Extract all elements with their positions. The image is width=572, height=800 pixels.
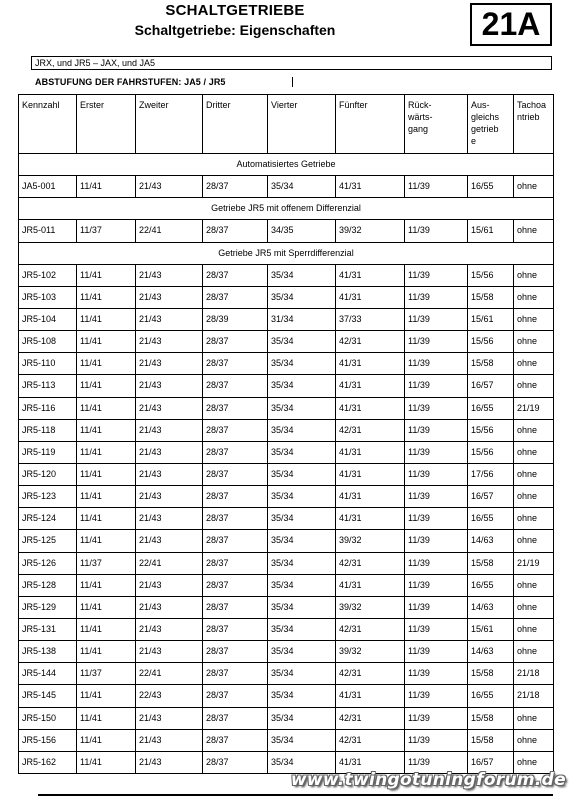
- table-cell: 37/33: [336, 308, 405, 330]
- table-row: [19, 353, 554, 375]
- table-row: [19, 264, 554, 286]
- table-cell: ohne: [514, 264, 554, 286]
- table-cell: 21/43: [136, 729, 203, 751]
- table-cell: JA5-001: [19, 176, 77, 198]
- table-cell: ohne: [514, 641, 554, 663]
- table-cell: JR5-162: [19, 751, 77, 773]
- table-cell: ohne: [514, 176, 554, 198]
- table-cell: 16/55: [468, 574, 514, 596]
- table-cell: JR5-116: [19, 397, 77, 419]
- table-cell: 11/39: [405, 574, 468, 596]
- table-cell: 11/41: [77, 286, 136, 308]
- column-header: Rück- wärts- gang: [405, 95, 468, 154]
- gear-ratio-table: [18, 94, 554, 774]
- table-cell: 28/37: [203, 729, 268, 751]
- table-cell: 11/39: [405, 353, 468, 375]
- table-row: [19, 707, 554, 729]
- table-cell: 41/31: [336, 751, 405, 773]
- table-cell: JR5-118: [19, 419, 77, 441]
- table-cell: 35/34: [268, 663, 336, 685]
- table-cell: 15/58: [468, 707, 514, 729]
- table-cell: 35/34: [268, 574, 336, 596]
- table-cell: 28/37: [203, 220, 268, 242]
- table-cell: 39/32: [336, 220, 405, 242]
- section-heading: ABSTUFUNG DER FAHRSTUFEN: JA5 / JR5: [35, 77, 226, 87]
- table-cell: 42/31: [336, 419, 405, 441]
- table-cell: 21/18: [514, 663, 554, 685]
- table-cell: JR5-123: [19, 486, 77, 508]
- table-cell: JR5-129: [19, 596, 77, 618]
- table-cell: ohne: [514, 463, 554, 485]
- table-cell: 11/39: [405, 419, 468, 441]
- table-cell: 22/41: [136, 552, 203, 574]
- table-cell: ohne: [514, 220, 554, 242]
- table-cell: 28/37: [203, 419, 268, 441]
- table-cell: JR5-138: [19, 641, 77, 663]
- table-cell: 21/43: [136, 397, 203, 419]
- table-cell: 41/31: [336, 463, 405, 485]
- table-cell: 11/39: [405, 176, 468, 198]
- table-cell: 35/34: [268, 397, 336, 419]
- table-cell: 28/37: [203, 641, 268, 663]
- table-cell: 11/41: [77, 353, 136, 375]
- table-cell: 39/32: [336, 641, 405, 663]
- table-cell: 14/63: [468, 530, 514, 552]
- table-cell: 41/31: [336, 353, 405, 375]
- table-cell: 21/43: [136, 176, 203, 198]
- table-cell: 11/39: [405, 618, 468, 640]
- column-header: Vierter: [268, 95, 336, 154]
- table-row: [19, 663, 554, 685]
- table-cell: 16/55: [468, 397, 514, 419]
- table-row: [19, 308, 554, 330]
- table-cell: 35/34: [268, 685, 336, 707]
- table-cell: ohne: [514, 751, 554, 773]
- group-label: Getriebe JR5 mit offenem Differenzial: [19, 198, 554, 220]
- table-cell: 11/39: [405, 663, 468, 685]
- table-cell: 22/41: [136, 663, 203, 685]
- table-cell: 11/41: [77, 618, 136, 640]
- column-header: Zweiter: [136, 95, 203, 154]
- table-row: [19, 574, 554, 596]
- table-cell: 15/56: [468, 264, 514, 286]
- table-cell: 22/41: [136, 220, 203, 242]
- table-cell: 11/39: [405, 331, 468, 353]
- table-row: [19, 530, 554, 552]
- table-cell: 11/41: [77, 486, 136, 508]
- table-row: [19, 486, 554, 508]
- table-cell: JR5-110: [19, 353, 77, 375]
- table-cell: 42/31: [336, 552, 405, 574]
- table-cell: 39/32: [336, 530, 405, 552]
- table-cell: ohne: [514, 441, 554, 463]
- column-header: Kennzahl: [19, 95, 77, 154]
- table-cell: ohne: [514, 596, 554, 618]
- table-cell: 39/32: [336, 596, 405, 618]
- table-cell: JR5-124: [19, 508, 77, 530]
- table-cell: 21/43: [136, 508, 203, 530]
- table-cell: 28/39: [203, 308, 268, 330]
- table-cell: 15/61: [468, 308, 514, 330]
- table-cell: 11/39: [405, 441, 468, 463]
- table-cell: 14/63: [468, 641, 514, 663]
- table-cell: 11/37: [77, 663, 136, 685]
- table-cell: 34/35: [268, 220, 336, 242]
- table-cell: JR5-113: [19, 375, 77, 397]
- table-cell: 21/43: [136, 618, 203, 640]
- table-cell: 11/41: [77, 463, 136, 485]
- text-cursor-mark: [292, 77, 293, 87]
- table-cell: 21/43: [136, 308, 203, 330]
- table-cell: 11/41: [77, 596, 136, 618]
- table-cell: 28/37: [203, 552, 268, 574]
- table-cell: 42/31: [336, 663, 405, 685]
- table-cell: JR5-126: [19, 552, 77, 574]
- applicability-box: JRX, und JR5 – JAX, und JA5: [31, 56, 552, 70]
- table-header-row: [19, 95, 554, 154]
- table-cell: 15/56: [468, 441, 514, 463]
- table-cell: ohne: [514, 707, 554, 729]
- table-cell: 41/31: [336, 176, 405, 198]
- column-header: Tachoa ntrieb: [514, 95, 554, 154]
- section-number-badge: 21A: [470, 3, 552, 46]
- table-cell: 41/31: [336, 441, 405, 463]
- table-cell: 21/43: [136, 286, 203, 308]
- table-cell: 21/43: [136, 751, 203, 773]
- table-cell: 11/39: [405, 552, 468, 574]
- table-cell: 41/31: [336, 397, 405, 419]
- table-cell: 21/43: [136, 641, 203, 663]
- table-cell: 35/34: [268, 641, 336, 663]
- table-cell: 16/55: [468, 176, 514, 198]
- table-cell: JR5-119: [19, 441, 77, 463]
- table-row: [19, 729, 554, 751]
- column-header: Aus- gleichs getrieb e: [468, 95, 514, 154]
- page-title: SCHALTGETRIEBE: [165, 2, 305, 19]
- table-cell: 31/34: [268, 308, 336, 330]
- table-cell: 11/39: [405, 530, 468, 552]
- table-cell: 35/34: [268, 286, 336, 308]
- table-cell: 22/43: [136, 685, 203, 707]
- table-cell: 21/43: [136, 707, 203, 729]
- table-cell: 28/37: [203, 463, 268, 485]
- table-cell: 28/37: [203, 286, 268, 308]
- table-cell: 15/58: [468, 663, 514, 685]
- table-cell: 11/41: [77, 508, 136, 530]
- table-cell: 35/34: [268, 729, 336, 751]
- table-cell: ohne: [514, 530, 554, 552]
- table-cell: JR5-108: [19, 331, 77, 353]
- table-cell: ohne: [514, 331, 554, 353]
- table-cell: 11/41: [77, 331, 136, 353]
- column-header: Erster: [77, 95, 136, 154]
- table-cell: 35/34: [268, 707, 336, 729]
- table-cell: 28/37: [203, 486, 268, 508]
- table-cell: 15/61: [468, 220, 514, 242]
- table-cell: 11/39: [405, 596, 468, 618]
- table-cell: 15/56: [468, 419, 514, 441]
- table-cell: ohne: [514, 618, 554, 640]
- table-cell: 28/37: [203, 530, 268, 552]
- table-cell: JR5-104: [19, 308, 77, 330]
- group-label: Automatisiertes Getriebe: [19, 154, 554, 176]
- watermark: www.twingotuningforum.de: [290, 770, 566, 790]
- table-cell: 28/37: [203, 574, 268, 596]
- table-cell: 11/39: [405, 641, 468, 663]
- table-cell: ohne: [514, 419, 554, 441]
- table-cell: 28/37: [203, 375, 268, 397]
- table-cell: JR5-156: [19, 729, 77, 751]
- table-cell: 35/34: [268, 463, 336, 485]
- table-cell: 11/41: [77, 530, 136, 552]
- table-cell: 11/39: [405, 264, 468, 286]
- table-cell: 11/41: [77, 375, 136, 397]
- table-cell: 11/39: [405, 220, 468, 242]
- table-cell: ohne: [514, 729, 554, 751]
- table-cell: 15/58: [468, 353, 514, 375]
- table-row: [19, 552, 554, 574]
- table-row: [19, 508, 554, 530]
- table-cell: JR5-011: [19, 220, 77, 242]
- table-cell: JR5-131: [19, 618, 77, 640]
- table-cell: 35/34: [268, 596, 336, 618]
- table-cell: 11/39: [405, 397, 468, 419]
- table-row: [19, 641, 554, 663]
- table-cell: 28/37: [203, 331, 268, 353]
- table-cell: 11/37: [77, 220, 136, 242]
- table-cell: 41/31: [336, 574, 405, 596]
- table-cell: JR5-145: [19, 685, 77, 707]
- table-cell: 42/31: [336, 707, 405, 729]
- table-cell: 11/39: [405, 751, 468, 773]
- table-row: [19, 397, 554, 419]
- table-cell: 11/41: [77, 707, 136, 729]
- table-cell: 11/41: [77, 308, 136, 330]
- table-cell: ohne: [514, 353, 554, 375]
- table-cell: 41/31: [336, 375, 405, 397]
- table-cell: JR5-103: [19, 286, 77, 308]
- table-cell: 35/34: [268, 618, 336, 640]
- table-cell: 41/31: [336, 486, 405, 508]
- table-cell: 41/31: [336, 685, 405, 707]
- table-row: [19, 596, 554, 618]
- table-cell: 21/43: [136, 463, 203, 485]
- table-cell: 11/39: [405, 375, 468, 397]
- table-cell: 35/34: [268, 751, 336, 773]
- table-cell: 11/39: [405, 286, 468, 308]
- table-cell: 11/41: [77, 751, 136, 773]
- table-cell: 11/41: [77, 176, 136, 198]
- table-cell: 21/43: [136, 353, 203, 375]
- table-cell: 35/34: [268, 264, 336, 286]
- table-row: [19, 176, 554, 198]
- table-cell: 21/43: [136, 574, 203, 596]
- table-cell: 35/34: [268, 530, 336, 552]
- table-cell: 21/43: [136, 264, 203, 286]
- table-cell: 15/58: [468, 552, 514, 574]
- table-row: [19, 375, 554, 397]
- table-cell: 11/39: [405, 486, 468, 508]
- table-cell: 21/43: [136, 486, 203, 508]
- table-cell: 21/43: [136, 596, 203, 618]
- table-cell: 15/58: [468, 729, 514, 751]
- table-cell: 15/61: [468, 618, 514, 640]
- table-cell: 21/18: [514, 685, 554, 707]
- table-cell: ohne: [514, 486, 554, 508]
- table-cell: 11/41: [77, 641, 136, 663]
- table-cell: 35/34: [268, 441, 336, 463]
- table-cell: 11/37: [77, 552, 136, 574]
- table-row: [19, 685, 554, 707]
- table-cell: 28/37: [203, 596, 268, 618]
- table-cell: 11/39: [405, 729, 468, 751]
- footer-rule: [38, 794, 553, 796]
- table-cell: 15/56: [468, 331, 514, 353]
- table-row: [19, 441, 554, 463]
- group-row: [19, 242, 554, 264]
- table-cell: 11/39: [405, 508, 468, 530]
- table-cell: 42/31: [336, 331, 405, 353]
- table-cell: 28/37: [203, 663, 268, 685]
- table-cell: 41/31: [336, 264, 405, 286]
- table-row: [19, 419, 554, 441]
- title-block: [0, 2, 470, 40]
- table-cell: 11/41: [77, 419, 136, 441]
- table-cell: JR5-128: [19, 574, 77, 596]
- table-cell: 11/41: [77, 264, 136, 286]
- table-cell: 11/39: [405, 463, 468, 485]
- table-cell: 28/37: [203, 397, 268, 419]
- table-cell: 35/34: [268, 486, 336, 508]
- table-cell: 35/34: [268, 331, 336, 353]
- table-cell: 16/57: [468, 486, 514, 508]
- table-cell: 28/37: [203, 176, 268, 198]
- table-cell: 35/34: [268, 375, 336, 397]
- table-cell: 14/63: [468, 596, 514, 618]
- column-header: Fünfter: [336, 95, 405, 154]
- table-cell: 21/19: [514, 552, 554, 574]
- table-cell: 35/34: [268, 353, 336, 375]
- table-cell: JR5-125: [19, 530, 77, 552]
- table-cell: 35/34: [268, 176, 336, 198]
- table-row: [19, 331, 554, 353]
- table-cell: 11/41: [77, 729, 136, 751]
- table-cell: JR5-102: [19, 264, 77, 286]
- page-subtitle: Schaltgetriebe: Eigenschaften: [134, 22, 336, 38]
- table-cell: ohne: [514, 375, 554, 397]
- table-cell: JR5-150: [19, 707, 77, 729]
- table-cell: 41/31: [336, 508, 405, 530]
- table-cell: 35/34: [268, 552, 336, 574]
- table-cell: 28/37: [203, 751, 268, 773]
- table-cell: 35/34: [268, 508, 336, 530]
- table-cell: 21/43: [136, 441, 203, 463]
- table-cell: ohne: [514, 286, 554, 308]
- table-row: [19, 463, 554, 485]
- table-cell: 11/39: [405, 308, 468, 330]
- table-cell: 11/39: [405, 707, 468, 729]
- table-cell: 21/43: [136, 331, 203, 353]
- table-cell: 21/43: [136, 375, 203, 397]
- table-cell: 16/55: [468, 685, 514, 707]
- table-cell: 11/41: [77, 574, 136, 596]
- table-cell: JR5-144: [19, 663, 77, 685]
- table-cell: 41/31: [336, 286, 405, 308]
- table-cell: 21/19: [514, 397, 554, 419]
- table-cell: JR5-120: [19, 463, 77, 485]
- table-cell: 28/37: [203, 441, 268, 463]
- group-row: [19, 154, 554, 176]
- table-cell: 11/41: [77, 397, 136, 419]
- table-row: [19, 220, 554, 242]
- table-cell: 28/37: [203, 618, 268, 640]
- table-row: [19, 618, 554, 640]
- table-cell: 11/41: [77, 441, 136, 463]
- table-cell: 42/31: [336, 729, 405, 751]
- table-cell: 11/41: [77, 685, 136, 707]
- table-body: [19, 154, 554, 774]
- table-cell: ohne: [514, 508, 554, 530]
- table-cell: ohne: [514, 574, 554, 596]
- table-cell: 28/37: [203, 264, 268, 286]
- table-cell: 28/37: [203, 685, 268, 707]
- table-cell: 15/58: [468, 286, 514, 308]
- table-cell: 28/37: [203, 707, 268, 729]
- table-row: [19, 286, 554, 308]
- table-cell: 35/34: [268, 419, 336, 441]
- table-cell: 21/43: [136, 419, 203, 441]
- table-cell: 16/55: [468, 508, 514, 530]
- table-cell: 42/31: [336, 618, 405, 640]
- table-cell: 16/57: [468, 375, 514, 397]
- table-cell: 17/56: [468, 463, 514, 485]
- table-cell: 28/37: [203, 353, 268, 375]
- table-cell: 28/37: [203, 508, 268, 530]
- table-cell: 16/57: [468, 751, 514, 773]
- table-cell: 21/43: [136, 530, 203, 552]
- table-cell: ohne: [514, 308, 554, 330]
- group-row: [19, 198, 554, 220]
- table-cell: 11/39: [405, 685, 468, 707]
- column-header: Dritter: [203, 95, 268, 154]
- group-label: Getriebe JR5 mit Sperrdifferenzial: [19, 242, 554, 264]
